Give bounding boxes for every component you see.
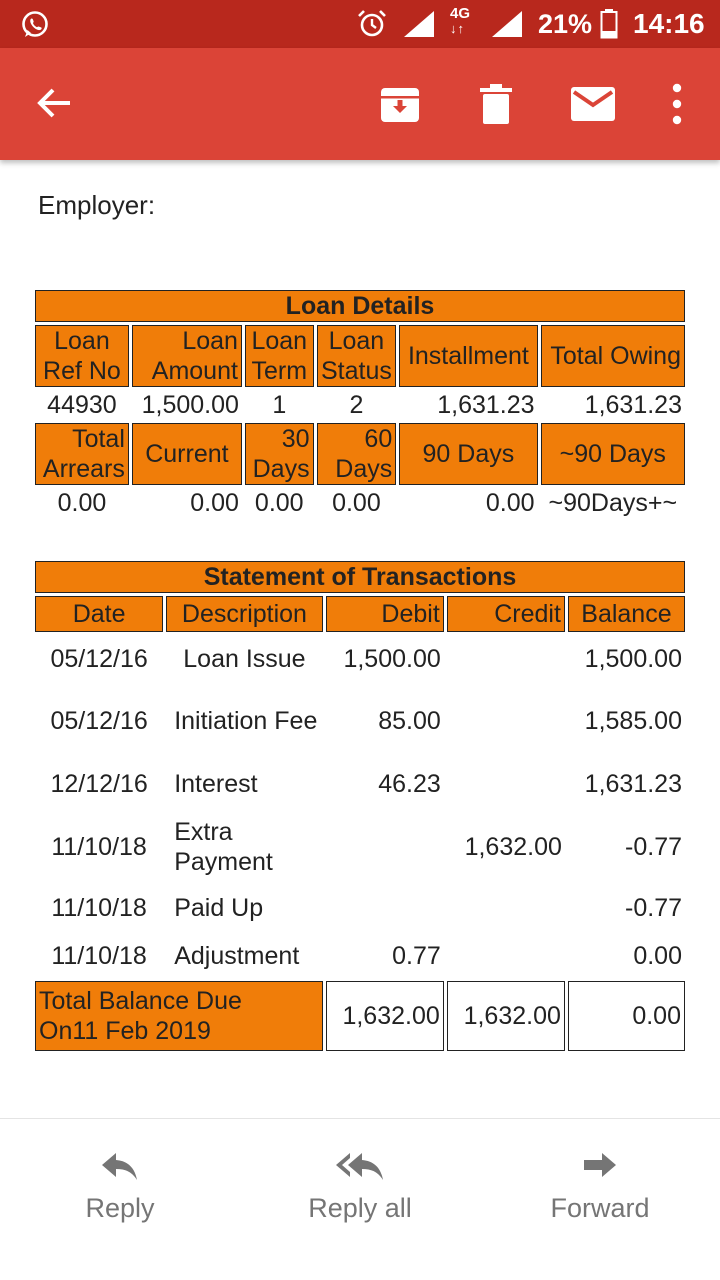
- mark-unread-icon[interactable]: [570, 86, 616, 122]
- header-description: Description: [166, 596, 322, 632]
- signal-icon: [402, 10, 436, 38]
- forward-button[interactable]: [500, 1149, 700, 1224]
- header-60-days: 60 Days: [317, 423, 397, 485]
- row-debit: [326, 812, 444, 882]
- reply-all-button[interactable]: [260, 1149, 460, 1224]
- row-description: Adjustment: [174, 942, 300, 970]
- row-balance: 1,585.00: [584, 707, 682, 735]
- header-30-days: 30 Days: [245, 423, 314, 485]
- total-balance: 0.00: [568, 981, 685, 1051]
- value-60-days: 0.00: [332, 489, 381, 517]
- header-loan-status: Loan Status: [317, 325, 397, 387]
- statement-table: [32, 558, 688, 1054]
- reply-all-icon: [334, 1149, 386, 1183]
- total-debit: 1,632.00: [326, 981, 444, 1051]
- header-total-owing: Total Owing: [541, 325, 685, 387]
- table-row: [35, 885, 685, 931]
- app-toolbar: [0, 48, 720, 160]
- header-credit: Credit: [447, 596, 565, 632]
- value-90-days: 0.00: [485, 489, 535, 517]
- total-credit: 1,632.00: [447, 981, 565, 1051]
- header-current: Current: [132, 423, 242, 485]
- row-credit: [447, 885, 565, 931]
- value-30-days: 0.00: [254, 489, 304, 517]
- row-credit: [447, 686, 565, 756]
- value-total-arrears: 0.00: [57, 489, 107, 517]
- row-date: 11/10/18: [51, 942, 147, 970]
- header-balance: Balance: [568, 596, 685, 632]
- clock: 14:16: [633, 8, 705, 39]
- value-loan-term: 1: [272, 391, 287, 419]
- table-row: [35, 812, 685, 882]
- more-vert-icon[interactable]: [666, 82, 688, 126]
- value-installment: 1,631.23: [437, 391, 535, 419]
- total-balance-label: Total Balance Due On11 Feb 2019: [35, 981, 323, 1051]
- alarm-icon: [356, 8, 388, 40]
- loan-header-row-2: [35, 423, 685, 485]
- loan-details-table: [32, 287, 688, 521]
- row-date: 05/12/16: [50, 707, 148, 735]
- row-description: Loan Issue: [183, 645, 306, 673]
- row-date: 05/12/16: [50, 645, 148, 673]
- row-credit: 1,632.00: [464, 833, 562, 861]
- battery-percent: 21%: [538, 9, 593, 39]
- row-balance: -0.77: [625, 833, 682, 861]
- network-type: 4G ↓↑: [450, 5, 471, 36]
- header-loan-ref-no: Loan Ref No: [35, 325, 129, 387]
- header-90-plus-days: ~90 Days: [541, 423, 685, 485]
- row-credit: [447, 635, 565, 683]
- whatsapp-icon: [20, 10, 50, 40]
- value-total-owing: 1,631.23: [584, 391, 682, 419]
- loan-value-row-1: [35, 390, 685, 420]
- header-loan-term: Loan Term: [245, 325, 314, 387]
- reply-icon: [100, 1149, 140, 1183]
- loan-header-row-1: [35, 325, 685, 387]
- row-credit: [447, 934, 565, 978]
- row-description: Extra Payment: [174, 818, 273, 876]
- row-description: Initiation Fee: [174, 707, 318, 735]
- header-debit: Debit: [326, 596, 444, 632]
- header-total-arrears: Total Arrears: [35, 423, 129, 485]
- row-debit: 46.23: [378, 770, 441, 798]
- loan-details-title: Loan Details: [35, 290, 685, 322]
- row-description: Interest: [174, 770, 258, 798]
- value-loan-amount: 1,500.00: [141, 391, 239, 419]
- row-date: 12/12/16: [50, 770, 148, 798]
- row-balance: 1,631.23: [584, 770, 682, 798]
- header-date: Date: [35, 596, 163, 632]
- loan-value-row-2: [35, 488, 685, 518]
- signal-icon-2: [490, 10, 524, 38]
- row-debit: 1,500.00: [343, 645, 441, 673]
- statement-title: Statement of Transactions: [35, 561, 685, 593]
- row-date: 11/10/18: [51, 894, 147, 922]
- table-row: [35, 635, 685, 683]
- row-debit: [326, 885, 444, 931]
- header-90-days: 90 Days: [399, 423, 537, 485]
- value-current: 0.00: [190, 489, 239, 517]
- reply-label: Reply: [85, 1193, 155, 1223]
- row-balance: 1,500.00: [584, 645, 682, 673]
- forward-label: Forward: [550, 1193, 650, 1223]
- header-loan-amount: Loan Amount: [132, 325, 242, 387]
- header-installment: Installment: [399, 325, 537, 387]
- row-credit: [447, 759, 565, 809]
- reply-all-label: Reply all: [308, 1193, 412, 1223]
- employer-label: Employer:: [38, 190, 156, 220]
- table-row: [35, 934, 685, 978]
- row-debit: 0.77: [392, 942, 441, 970]
- statement-header-row: [35, 596, 685, 632]
- row-balance: 0.00: [633, 942, 682, 970]
- bottom-action-bar: [0, 1118, 720, 1280]
- value-loan-ref-no: 44930: [47, 391, 117, 419]
- reply-button[interactable]: [20, 1149, 220, 1224]
- row-description: Paid Up: [174, 894, 264, 922]
- archive-icon[interactable]: [378, 82, 422, 126]
- row-debit: 85.00: [378, 707, 441, 735]
- battery-icon: [600, 9, 618, 39]
- delete-icon[interactable]: [478, 82, 514, 126]
- table-row: [35, 686, 685, 756]
- value-90-plus-days: ~90Days+~: [548, 489, 678, 517]
- value-loan-status: 2: [349, 391, 364, 419]
- forward-icon: [580, 1149, 620, 1183]
- statement-total-row: [35, 981, 685, 1051]
- table-row: [35, 759, 685, 809]
- row-date: 11/10/18: [51, 833, 147, 861]
- status-bar: [0, 0, 720, 48]
- arrow-back-icon[interactable]: [34, 82, 76, 124]
- row-balance: -0.77: [625, 894, 682, 922]
